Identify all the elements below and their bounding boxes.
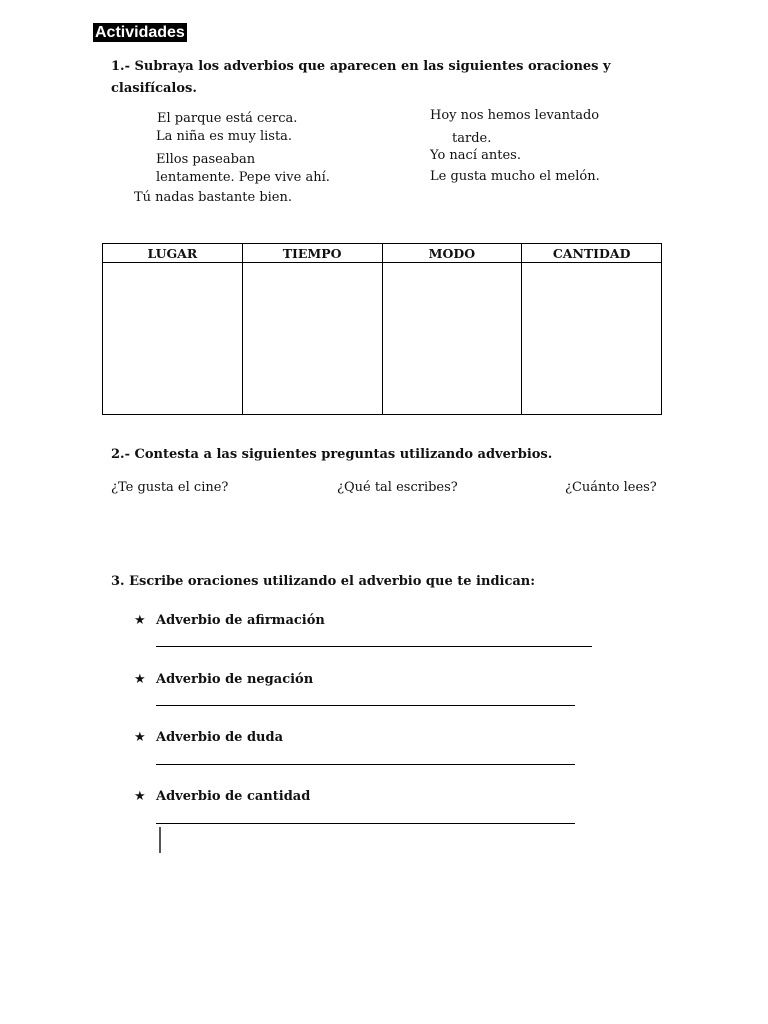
star-icon: ★ (134, 613, 146, 628)
table-header-lugar: LUGAR (103, 244, 243, 263)
answer-line-duda[interactable] (156, 764, 575, 765)
section3-heading: 3. Escribe oraciones utilizando el adverbio que te indican: (111, 574, 536, 589)
answer-line-afirmacion[interactable] (156, 646, 592, 647)
answer-line-cantidad[interactable] (156, 823, 575, 824)
star-icon: ★ (134, 730, 146, 745)
star-icon: ★ (134, 789, 146, 804)
sentence-right-3: Yo nací antes. (430, 148, 521, 163)
question-2: ¿Qué tal escribes? (337, 480, 458, 495)
table-header-cantidad: CANTIDAD (522, 244, 662, 263)
item-afirmacion-label: Adverbio de afirmación (156, 613, 325, 628)
sentence-left-2: La niña es muy lista. (156, 129, 293, 144)
question-1: ¿Te gusta el cine? (111, 480, 229, 495)
section2-heading: 2.- Contesta a las siguientes preguntas utilizando adverbios. (111, 447, 553, 462)
text-cursor (159, 827, 161, 853)
table-header-modo: MODO (382, 244, 522, 263)
table-cell-cantidad[interactable] (522, 263, 662, 415)
star-icon: ★ (134, 672, 146, 687)
table-cell-lugar[interactable] (103, 263, 243, 415)
sentence-left-4: lentamente. Pepe vive ahí. (156, 170, 330, 185)
table-cell-modo[interactable] (382, 263, 522, 415)
question-3: ¿Cuánto lees? (565, 480, 657, 495)
section1-heading-line1: 1.- Subraya los adverbios que aparecen en las siguientes oraciones y (111, 59, 611, 74)
sentence-left-3: Ellos paseaban (156, 152, 256, 167)
section1-heading-line2: clasifícalos. (111, 81, 197, 96)
sentence-left-1: El parque está cerca. (157, 111, 298, 126)
sentence-left-5: Tú nadas bastante bien. (134, 190, 292, 205)
table-cell-tiempo[interactable] (242, 263, 382, 415)
item-duda-label: Adverbio de duda (156, 730, 284, 745)
item-cantidad-label: Adverbio de cantidad (156, 789, 311, 804)
sentence-right-2: tarde. (452, 131, 492, 146)
sentence-right-1: Hoy nos hemos levantado (430, 108, 600, 123)
table-header-tiempo: TIEMPO (242, 244, 382, 263)
adverb-classification-table (102, 243, 662, 415)
item-negacion-label: Adverbio de negación (156, 672, 314, 687)
sentence-right-4: Le gusta mucho el melón. (430, 169, 600, 184)
answer-line-negacion[interactable] (156, 705, 575, 706)
page-title: Actividades (95, 24, 185, 41)
